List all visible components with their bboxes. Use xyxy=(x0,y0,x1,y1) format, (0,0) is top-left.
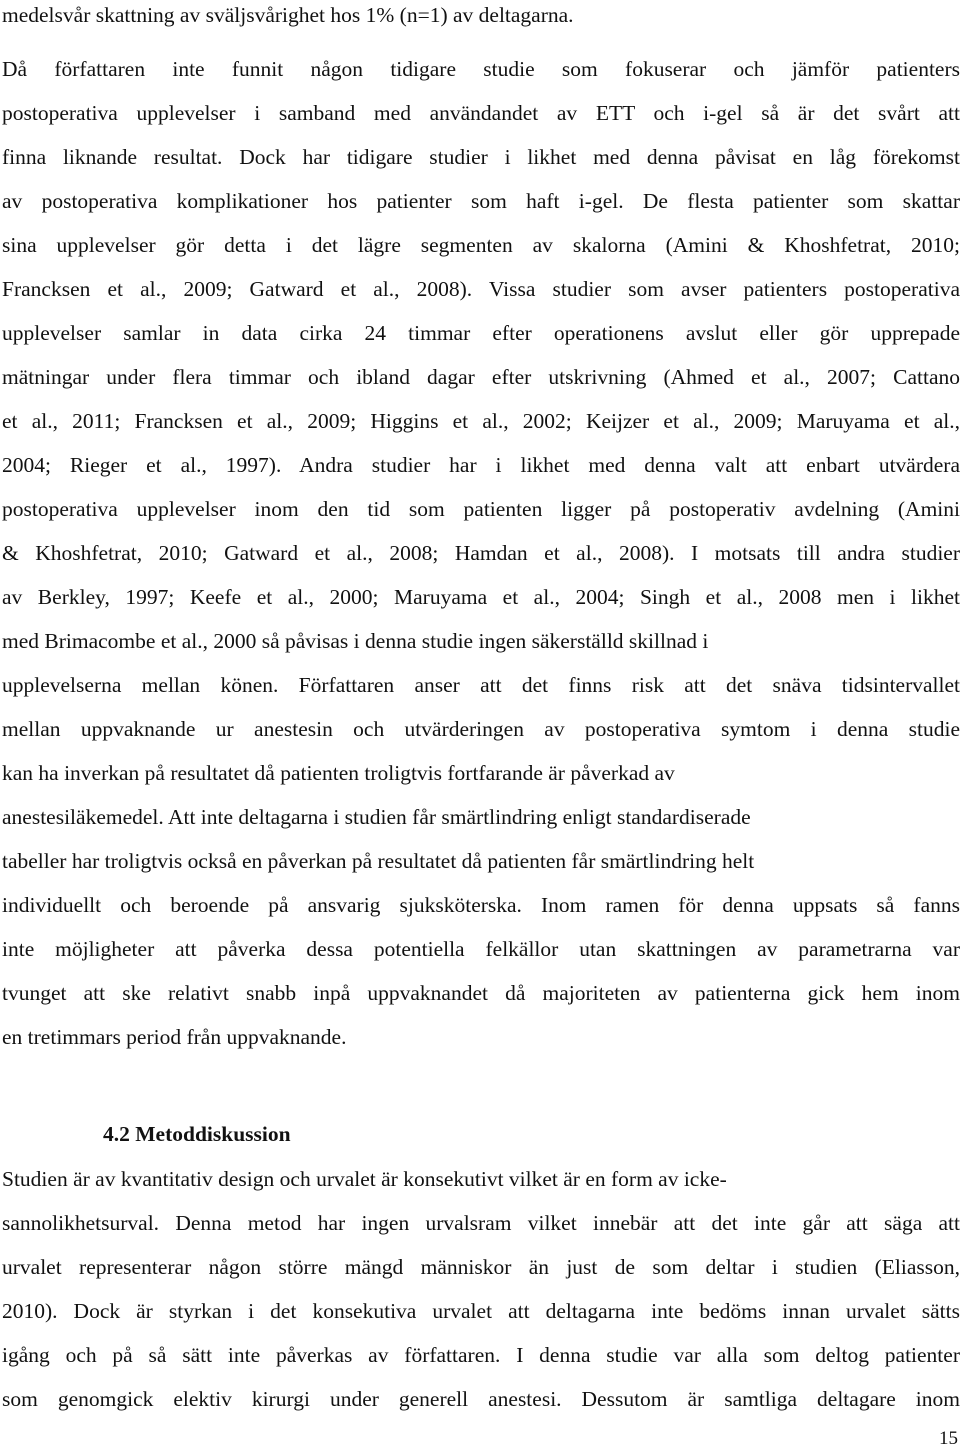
text-line: sannolikhetsurval. Denna metod har ingen urvalsram vilket innebär att det inte går att säga att xyxy=(2,1211,960,1235)
text-line: sina upplevelser gör detta i det lägre segmenten av skalorna (Amini & Khoshfetrat, 2010; xyxy=(2,233,960,257)
text-line: Francksen et al., 2009; Gatward et al., 2008). Vissa studier som avser patienters postoperativa xyxy=(2,277,960,301)
text-line: av postoperativa komplikationer hos patienter som haft i-gel. De flesta patienter som skattar xyxy=(2,189,960,213)
text-line: et al., 2011; Francksen et al., 2009; Higgins et al., 2002; Keijzer et al., 2009; Maruyama et al., xyxy=(2,409,960,433)
text-line: Då författaren inte funnit någon tidigare studie som fokuserar och jämför patienters xyxy=(2,57,960,81)
text-line: med Brimacombe et al., 2000 så påvisas i denna studie ingen säkerställd skillnad i xyxy=(2,629,709,653)
text-line: Studien är av kvantitativ design och urvalet är konsekutivt vilket är en form av icke- xyxy=(2,1167,727,1191)
text-line: tabeller har troligtvis också en påverkan på resultatet då patienten får smärtlindring helt xyxy=(2,849,755,873)
text-line: postoperativa upplevelser i samband med användandet av ETT och i-gel så är det svårt att xyxy=(2,101,960,125)
text-line: 2004; Rieger et al., 1997). Andra studier har i likhet med denna valt att enbart utvärdera xyxy=(2,453,960,477)
text-line: upplevelser samlar in data cirka 24 timmar efter operationens avslut eller gör upprepade xyxy=(2,321,960,345)
text-line: 2010). Dock är styrkan i det konsekutiva urvalet att deltagarna inte bedöms innan urvalet sätts xyxy=(2,1299,960,1323)
text-line: inte möjligheter att påverka dessa potentiella felkällor utan skattningen av parametrarna var xyxy=(2,937,960,961)
text-line: av Berkley, 1997; Keefe et al., 2000; Maruyama et al., 2004; Singh et al., 2008 men i likhet xyxy=(2,585,960,609)
text-line: en tretimmars period från uppvaknande. xyxy=(2,1025,347,1049)
text-line: igång och på så sätt inte påverkas av författaren. I denna studie var alla som deltog patienter xyxy=(2,1343,960,1367)
text-line: tvunget att ske relativt snabb inpå uppvaknandet då majoriteten av patienterna gick hem inom xyxy=(2,981,960,1005)
text-line: som genomgick elektiv kirurgi under generell anestesi. Dessutom är samtliga deltagare inom xyxy=(2,1387,960,1411)
text-line: individuellt och beroende på ansvarig sjuksköterska. Inom ramen för denna uppsats så fanns xyxy=(2,893,960,917)
text-line: mätningar under flera timmar och ibland dagar efter utskrivning (Ahmed et al., 2007; Cattano xyxy=(2,365,960,389)
text-line: urvalet representerar någon större mängd människor än just de som deltar i studien (Eliasson, xyxy=(2,1255,960,1279)
section-heading: 4.2 Metoddiskussion xyxy=(103,1122,291,1146)
text-line: mellan uppvaknande ur anestesin och utvärderingen av postoperativa symtom i denna studie xyxy=(2,717,960,741)
text-line: upplevelserna mellan könen. Författaren anser att det finns risk att det snäva tidsintervallet xyxy=(2,673,960,697)
page-number: 15 xyxy=(939,1428,958,1449)
text-line: finna liknande resultat. Dock har tidigare studier i likhet med denna påvisat en låg förekomst xyxy=(2,145,960,169)
text-line: medelsvår skattning av sväljsvårighet hos 1% (n=1) av deltagarna. xyxy=(2,3,574,27)
text-line: kan ha inverkan på resultatet då patienten troligtvis fortfarande är påverkad av xyxy=(2,761,675,785)
text-line: & Khoshfetrat, 2010; Gatward et al., 2008; Hamdan et al., 2008). I motsats till andra studier xyxy=(2,541,960,565)
text-line: postoperativa upplevelser inom den tid som patienten ligger på postoperativ avdelning (Amini xyxy=(2,497,960,521)
text-line: anestesiläkemedel. Att inte deltagarna i studien får smärtlindring enligt standardiserade xyxy=(2,805,751,829)
